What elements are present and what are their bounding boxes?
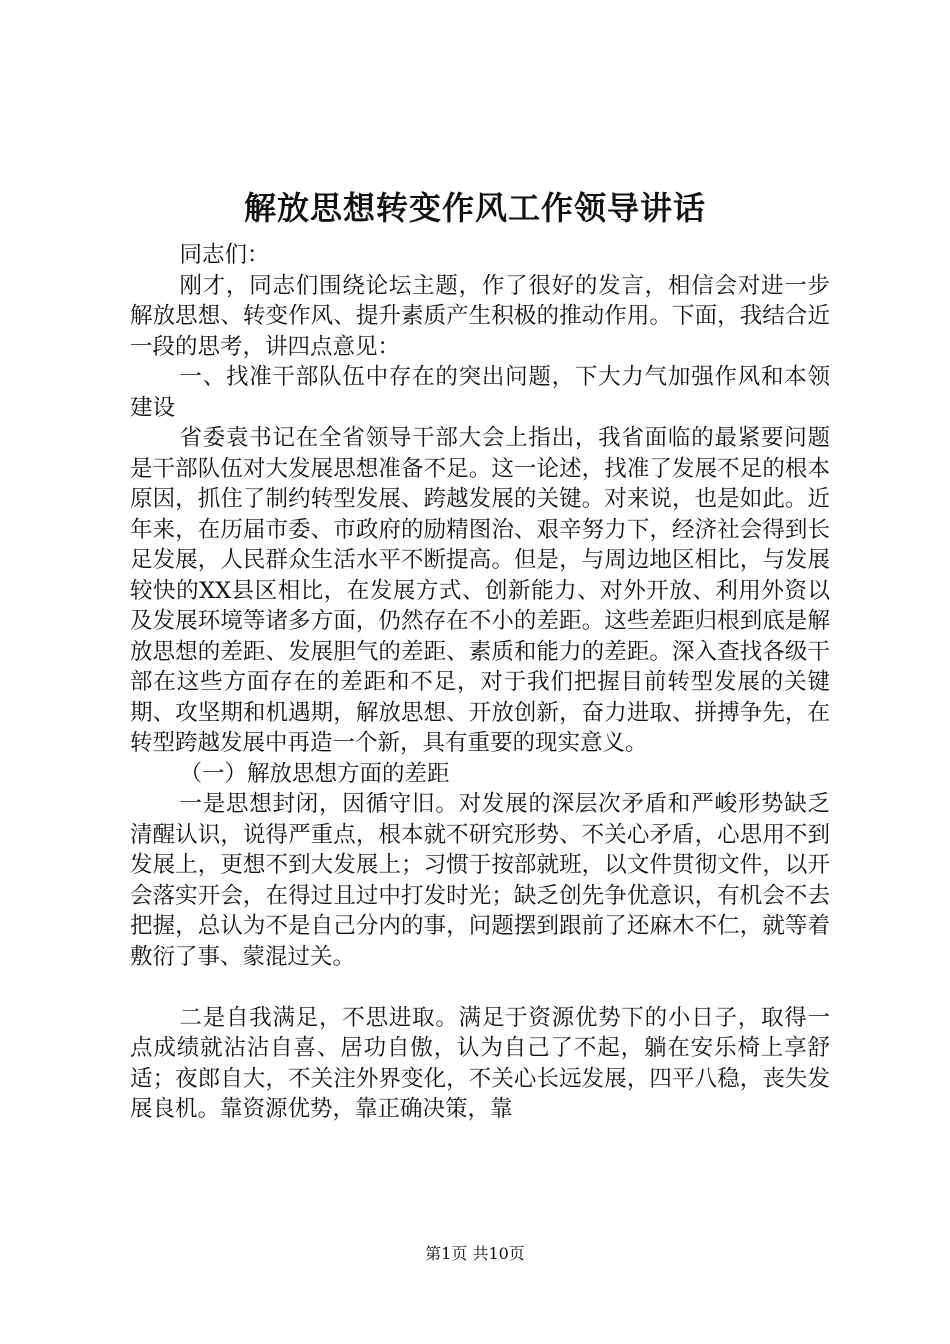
body-paragraph: 省委袁书记在全省领导干部大会上指出，我省面临的最紧要问题是干部队伍对大发展思想准备不足。这一论述，找准了发展不足的根本原因，抓住了制约转型发展、跨越发展的关键。对来说，也是如此。近年来，在历届市委、市政府的励精图治、艰辛努力下，经济社会得到长足发展，人民群众生活水平不断提高。但是，与周边地区相比，与发展较快的XX县区相比，在发展方式、创新能力、对外开放、利用外资以及发展环境等诸多方面，仍然存在不小的差距。这些差距归根到底是解放思想的差距、发展胆气的差距、素质和能力的差距。深入查找各级干部在这些方面存在的差距和不足，对于我们把握目前转型发展的关键期、攻坚期和机遇期，解放思想、开放创新，奋力进取、拼搏争先，在转型跨越发展中再造一个新，具有重要的现实意义。 (130, 425, 830, 756)
page-footer: 第1页 共10页 (425, 1244, 525, 1263)
subsection-heading-1: （一）解放思想方面的差距 (179, 760, 450, 787)
salutation: 同志们： (179, 242, 270, 268)
body-paragraph: 二是自我满足，不思进取。满足于资源优势下的小日子，取得一点成绩就沾沾自喜、居功自傲，认为自己了不起，躺在安乐椅上享舒适；夜郎自大，不关注外界变化，不关心长远发展，四平八稳，丧失发展良机。靠资源优势，靠正确决策，靠 (130, 1004, 830, 1122)
document-body (130, 240, 830, 1125)
intro-paragraph: 刚才，同志们围绕论坛主题，作了很好的发言，相信会对进一步解放思想、转变作风、提升素质产生积极的推动作用。下面，我结合近一段的思考，讲四点意见： (130, 272, 830, 360)
paragraph-spacer (130, 972, 830, 1003)
document-title: 解放思想转变作风工作领导讲话 (243, 189, 706, 227)
body-paragraph: 一是思想封闭，因循守旧。对发展的深层次矛盾和严峻形势缺乏清醒认识，说得严重点，根本就不研究形势、不关心矛盾，心思用不到发展上，更想不到大发展上；习惯于按部就班，以文件贯彻文件，以开会落实开会，在得过且过中打发时光；缺乏创先争优意识，有机会不去把握，总认为不是自己分内的事，问题摆到跟前了还麻木不仁，就等着敷衍了事、蒙混过关。 (130, 791, 830, 970)
section-heading-1: 一、找准干部队伍中存在的突出问题，下大力气加强作风和本领建设 (130, 364, 830, 421)
